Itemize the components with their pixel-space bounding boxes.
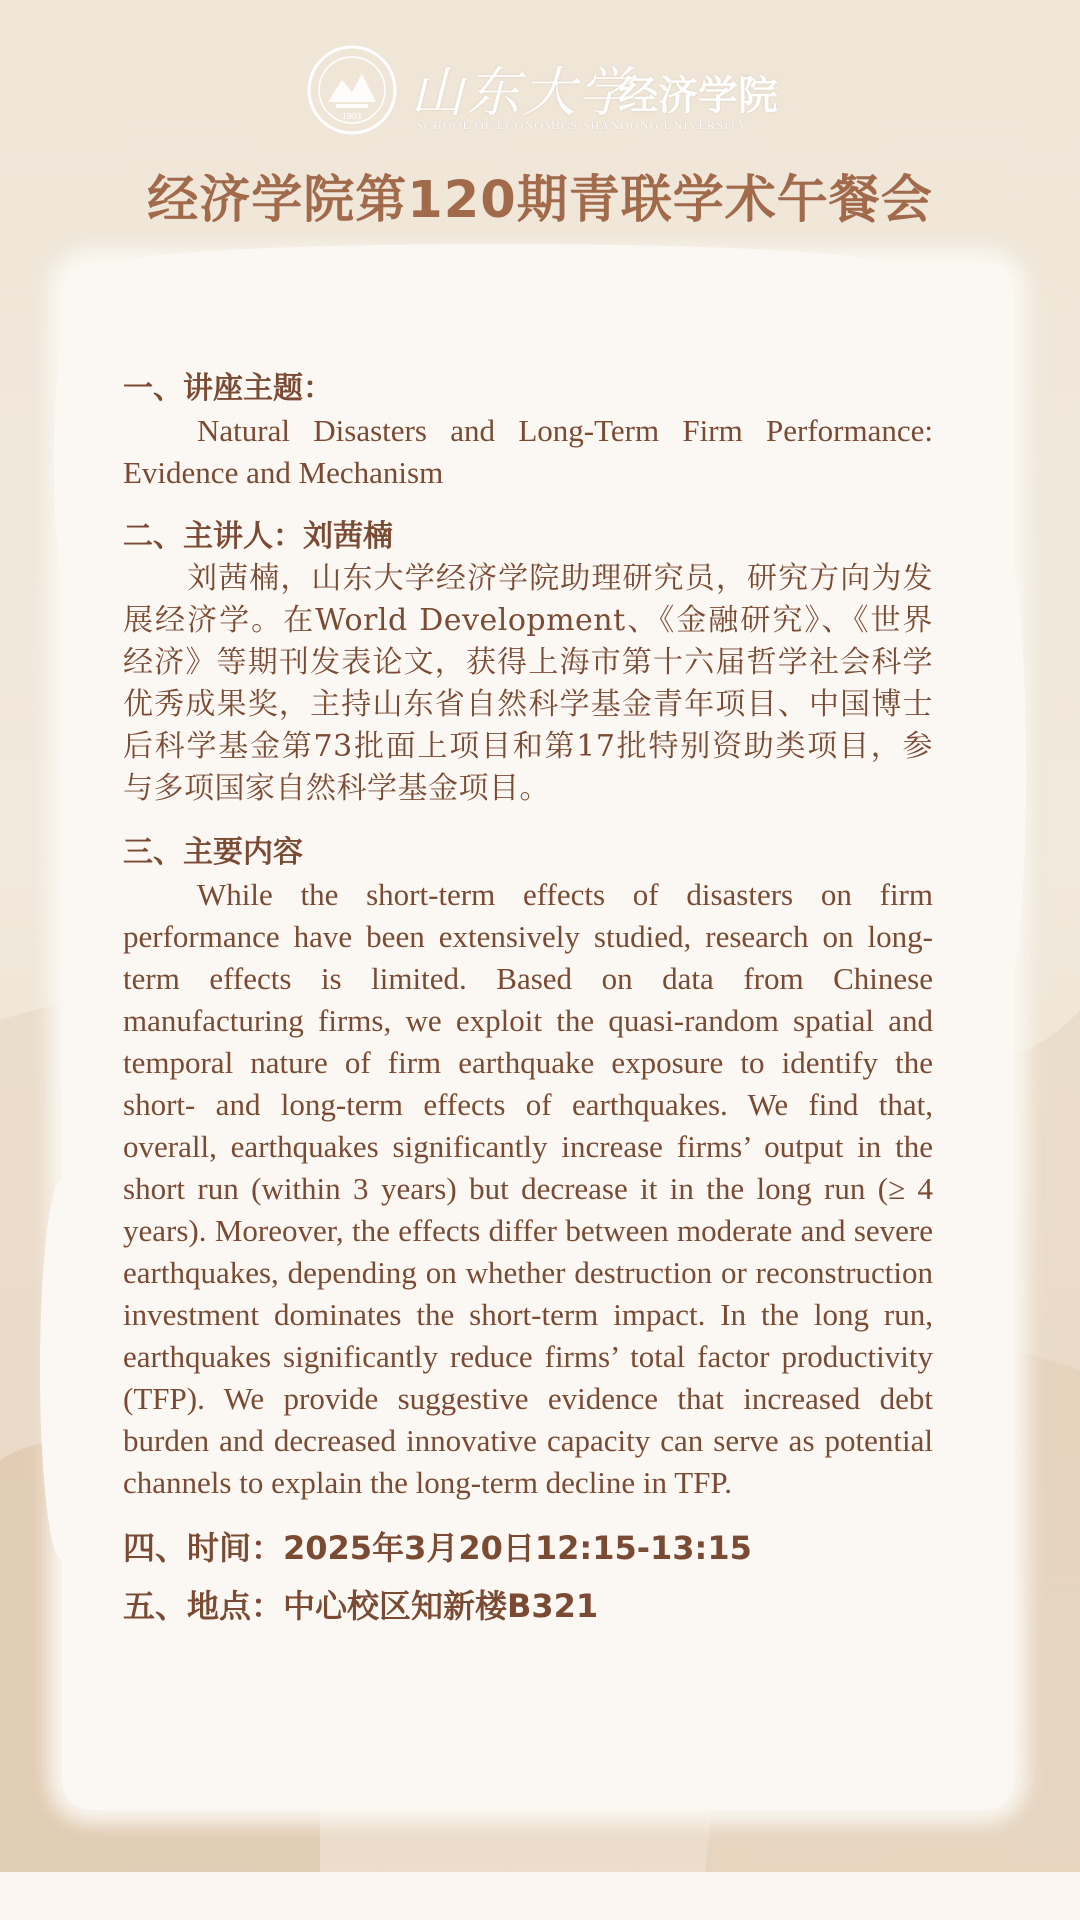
section-heading-content: 三、主要内容 [123, 835, 303, 870]
header-logo [0, 38, 1080, 148]
bottom-band [0, 1872, 1080, 1920]
paper-brush-edge [120, 244, 880, 284]
section-heading-topic: 一、讲座主题： [123, 371, 333, 406]
event-location: 五、地点：中心校区知新楼B321 [123, 1587, 599, 1625]
abstract-text: While the short-term effects of disasters on firm performance have been extensively studied, research on long-term effects is limited. Based on data from Chinese manufacturing firms, we exploit the quasi-random spatial and temporal nature of firm earthquake exposure to identify the short- and long-term effects of earthquakes. We find that, overall, earthquakes significantly increase firms’ output in the short run (within 3 years) but decrease it in the long run (≥ 4 years). Moreover, the effects differ between moderate and severe earthquakes, depending on whether destruction or reconstruction investment dominates the short-term impact. In the long run, earthquakes significantly reduce firms’ total factor productivity (TFP). We provide suggestive evidence that increased debt burden and decreased innovative capacity can serve as potential channels to explain the long-term decline in TFP. [123, 877, 933, 1500]
event-time: 四、时间：2025年3月20日12:15-13:15 [123, 1529, 752, 1567]
speaker-bio: 刘茜楠，山东大学经济学院助理研究员，研究方向为发展经济学。在World Development、《金融研究》、《世界经济》等期刊发表论文，获得上海市第十六届哲学社会科学优秀成果奖，主持山东省自然科学基金青年项目、中国博士后科学基金第73批面上项目和第17批特别资助类项目，参与多项国家自然科学基金项目。 [123, 561, 933, 806]
university-emblem-icon [306, 44, 398, 136]
main-content [123, 368, 933, 1628]
university-name-calligraphy: 山东大学 [410, 61, 634, 124]
section-heading-speaker: 二、主讲人：刘茜楠 [123, 519, 393, 554]
paper-brush-edge [54, 310, 94, 610]
paper-brush-edge [40, 1180, 84, 1560]
department-name: 经济学院 [618, 73, 778, 119]
topic-text: Natural Disasters and Long-Term Firm Performance: Evidence and Mechanism [123, 413, 933, 490]
school-english-name: SCHOOL OF ECONOMICS SHANDONG UNIVERSITY [416, 118, 748, 132]
emblem-year: 1901 [341, 112, 363, 121]
event-title: 经济学院第120期青联学术午餐会 [147, 171, 933, 230]
paper-brush-edge [990, 560, 1026, 980]
